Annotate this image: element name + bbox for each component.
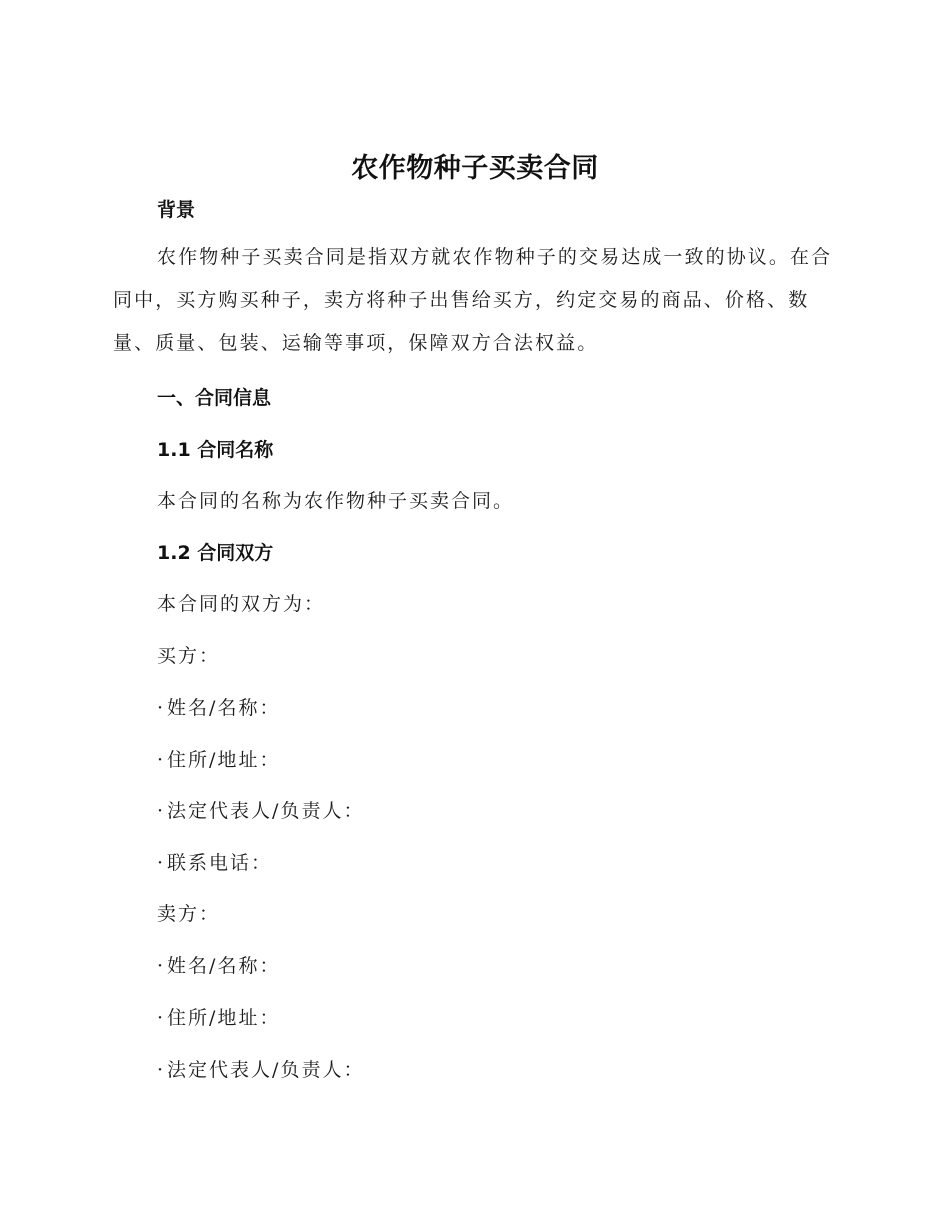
seller-field-name <box>157 951 280 978</box>
bullet-icon: · <box>157 955 164 977</box>
buyer-field-phone-label: 联系电话： <box>167 852 273 874</box>
seller-field-name-label: 姓名/名称： <box>167 955 281 977</box>
buyer-field-name-label: 姓名/名称： <box>167 697 281 719</box>
seller-field-representative-label: 法定代表人/负责人： <box>167 1059 365 1081</box>
background-heading: 背景 <box>157 199 196 221</box>
section1-2-heading: 1.2 合同双方 <box>157 542 274 564</box>
section1-1-heading: 1.1 合同名称 <box>157 439 274 461</box>
buyer-field-address-label: 住所/地址： <box>167 749 281 771</box>
seller-field-address-label: 住所/地址： <box>167 1007 281 1029</box>
bullet-icon: · <box>157 1059 164 1081</box>
section1-heading: 一、合同信息 <box>157 387 272 409</box>
buyer-label: 买方： <box>157 645 221 667</box>
seller-field-address <box>157 1003 280 1030</box>
bullet-icon: · <box>157 697 164 719</box>
buyer-field-address <box>157 745 280 772</box>
section1-1-text: 本合同的名称为农作物种子买卖合同。 <box>157 490 515 512</box>
seller-label: 卖方： <box>157 903 221 925</box>
buyer-field-phone <box>157 848 272 875</box>
buyer-field-representative <box>157 796 364 823</box>
buyer-field-representative-label: 法定代表人/负责人： <box>167 800 365 822</box>
seller-field-representative <box>157 1055 364 1082</box>
bullet-icon: · <box>157 1007 164 1029</box>
background-paragraph: 农作物种子买卖合同是指双方就农作物种子的交易达成一致的协议。在合同中，买方购买种子，卖方将种子出售给买方，约定交易的商品、价格、数量、质量、包装、运输等事项，保障双方合法权益。 <box>113 246 833 354</box>
buyer-field-name <box>157 693 280 720</box>
bullet-icon: · <box>157 852 164 874</box>
section1-2-text: 本合同的双方为： <box>157 593 326 615</box>
document-title: 农作物种子买卖合同 <box>351 153 599 184</box>
bullet-icon: · <box>157 749 164 771</box>
bullet-icon: · <box>157 800 164 822</box>
